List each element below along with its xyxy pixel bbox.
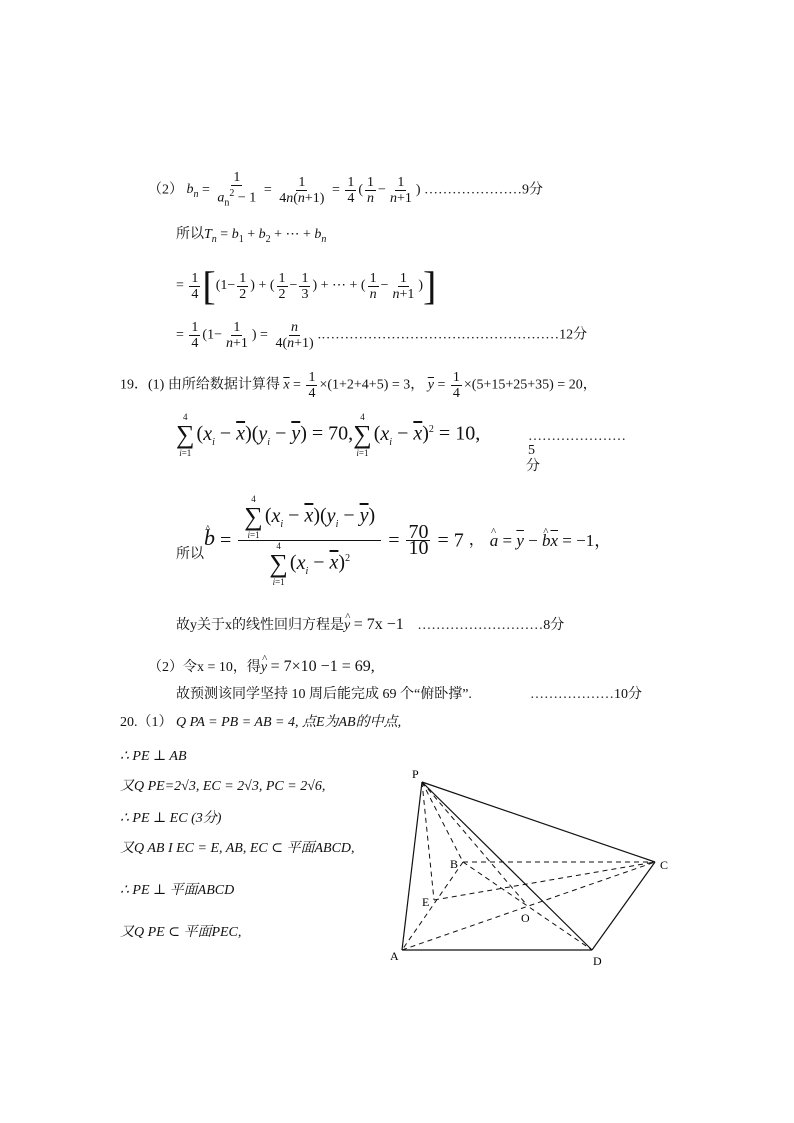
label-a: A (390, 949, 399, 963)
q19-label: 19．(1) (120, 377, 165, 393)
edge-dc (592, 862, 655, 950)
diag-bd (463, 862, 592, 950)
q20-line-3: 又Q PE=2√3, EC = 2√3, PC = 2√6, (120, 779, 326, 794)
bn-formula-line: （2） $b_n$ = $\frac{1}{a_n^2 - 1}$ = $\frac{1}{4n(n+1)}$ = $\frac{1}{4}$ ( $\frac{1}{n}$ − $\frac{1}{n+1}$ ) …………………9分 (148, 170, 544, 209)
label-o: O (521, 911, 530, 925)
dots-5: ………………… (528, 429, 626, 444)
prediction-line: 故预测该同学坚持 10 周后能完成 69 个“俯卧撑”. (176, 687, 472, 702)
score-10: 10分 (614, 687, 642, 702)
score-12: 12分 (559, 327, 588, 343)
score-5-num: 5 (528, 443, 535, 458)
label-e: E (422, 895, 430, 909)
pyramid-figure (380, 760, 690, 975)
diag-ac (402, 862, 655, 950)
label-b: B (450, 857, 459, 871)
tn-result-line: = $\frac{1}{4}$ (1− $\frac{1}{n+1}$ ) = $\frac{n}{4(n+1)}$ .……………………………………………12分 (176, 320, 588, 351)
sums-line: 4 ∑ i=1 $(x_i - \overline{x})(y_i - \overline{y}) = 70$, 4 ∑ i=1 $(x_i - \overline{x})^2 = 10$, (176, 412, 481, 458)
q19-first-line: 19．(1) 由所给数据计算得 $\overline{x}$ = $\frac{1}{4}$ ×(1+2+4+5) = 3， $\overline{y}$ = $\frac{1}{4}$ ×(5+15+25+35) = 20， (120, 370, 597, 401)
regression-line: 故y关于x的线性回归方程是^ y = 7x −1 ………………………8分 (176, 616, 564, 635)
tn-expansion-line: = $\frac{1}{4}$ [(1− $\frac{1}{2}$ ) + ( $\frac{1}{2}$ − $\frac{1}{3}$ ) + ⋯ + ( $\frac{1}{n}$ − $\frac{1}{n+1}$ )] (176, 263, 437, 308)
so-b-label: 所以 (176, 547, 204, 562)
score-8: 8分 (543, 618, 565, 633)
edge-pd (422, 782, 592, 950)
q20-line-1: 20.（1） Q PA = PB = AB = 4, 点E为AB的中点, (120, 715, 402, 730)
label-c: C (660, 858, 669, 872)
part-label: （2） (148, 182, 183, 198)
b-hat-formula: ^ b = 4 ∑ i=1 $(x_i - \overline{x})(y_i - \overline{y})$ 4 ∑ i=1 $(x_i - \overline{x})^2$ = $\frac{70}{10}$ = 7 ， ^ $a = \overline{y}$ − ^ $b\overline{x} = -1$， (204, 494, 611, 587)
score-5-unit: 分 (526, 459, 540, 474)
label-d: D (593, 954, 602, 968)
score-10-line: ………………10分 (530, 687, 642, 702)
segment-pe (422, 782, 434, 900)
segment-ec (434, 862, 655, 900)
q20-line-6: ∴ PE ⊥ 平面ABCD (120, 883, 235, 898)
tn-sum-line: 所以$T_n = b_1 + b_2$ + ⋯ + $b_n$ (176, 227, 327, 245)
label-p: P (412, 767, 419, 781)
q20-line-7: 又Q PE ⊂ 平面PEC, (120, 925, 242, 940)
q20-line-2: ∴ PE ⊥ AB (120, 749, 187, 764)
q20-line-4: ∴ PE ⊥ EC (3分) (120, 811, 222, 826)
q20-line-5: 又Q AB I EC = E, AB, EC ⊂ 平面ABCD, (120, 841, 355, 856)
score-9: 9分 (522, 182, 544, 198)
q19-part2-line: （2）令x = 10，得^ y = 7×10 −1 = 69, (148, 658, 375, 677)
